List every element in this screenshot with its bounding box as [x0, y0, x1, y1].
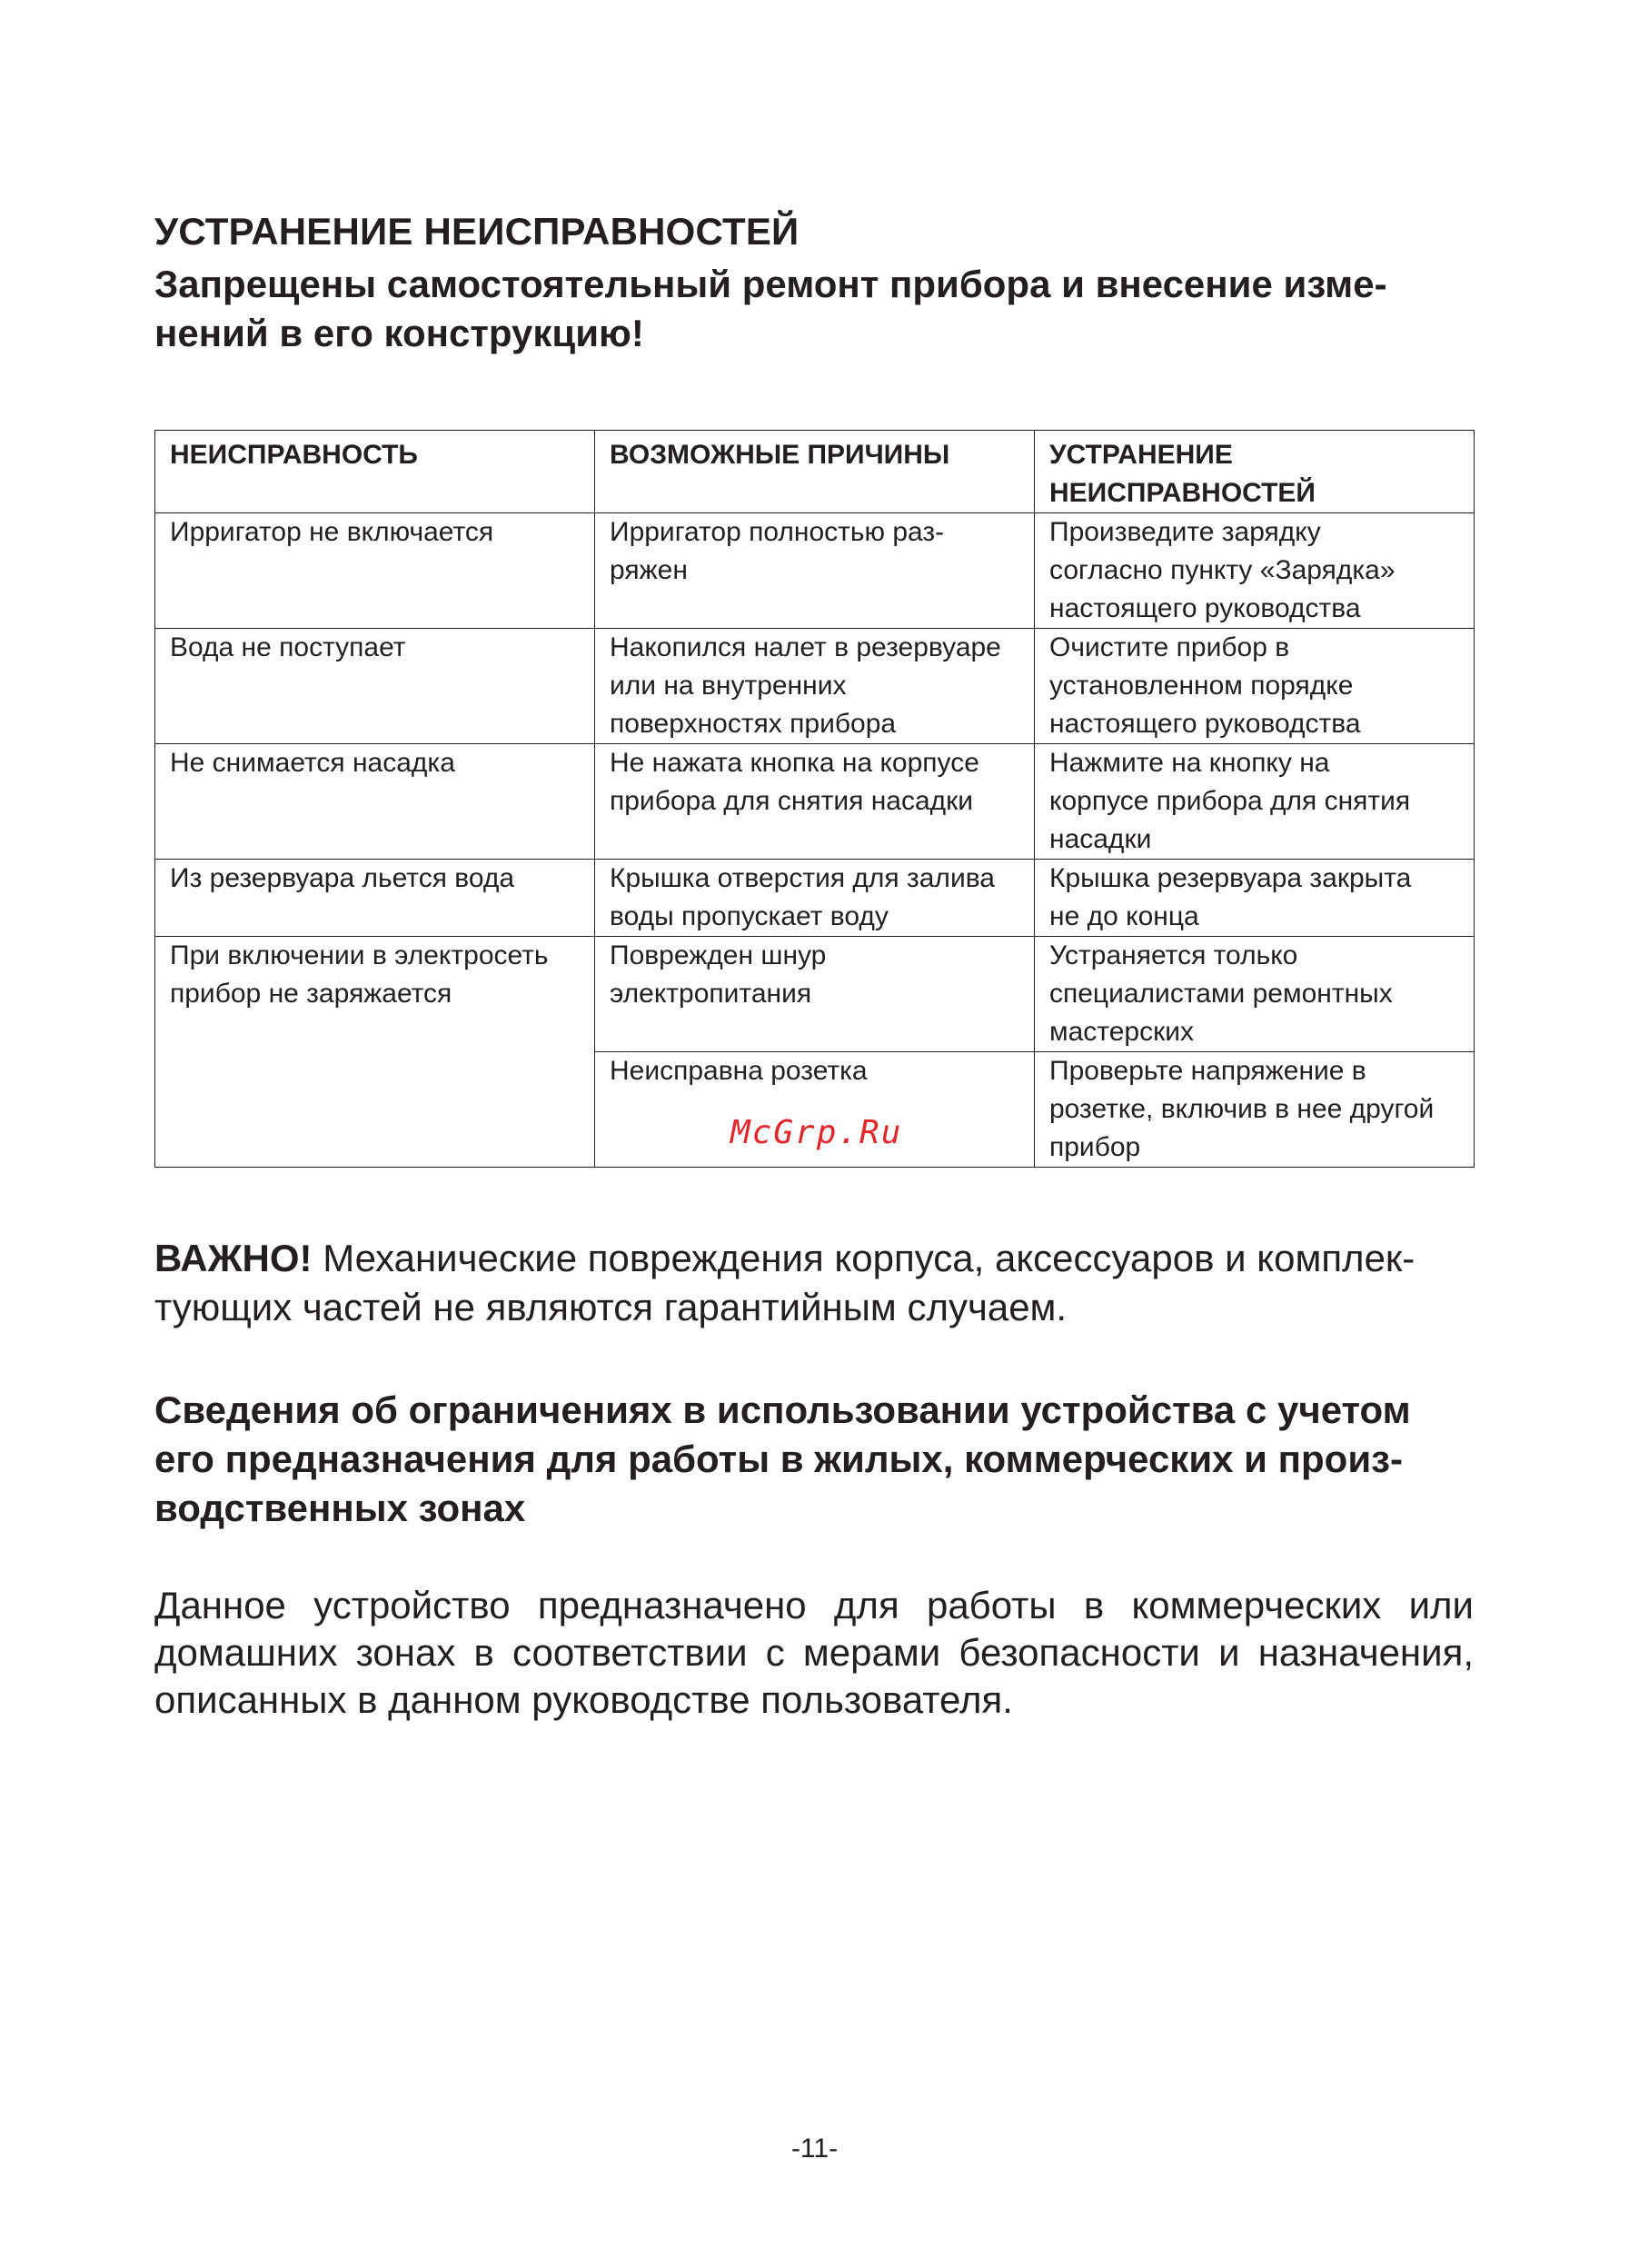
table-row	[155, 744, 1475, 860]
paragraph-line: домашних зонах в соответствии с мерами безопасности и назначения,	[154, 1631, 1474, 1674]
restrictions-heading-line: водственных зонах	[154, 1487, 526, 1529]
paragraph-line: Данное устройство предназначено для работы в коммерческих или	[154, 1584, 1474, 1626]
remedy-cell: Крышка резервуара закрыта не до конца	[1035, 860, 1475, 937]
remedy-cell: Нажмите на кнопку на корпусе прибора для снятия насадки	[1035, 744, 1475, 860]
restrictions-heading-line: его предназначения для работы в жилых, коммерческих и произ-	[154, 1437, 1404, 1480]
remedy-cell: Произведите зарядку согласно пункту «Зарядка» настоящего руководства	[1035, 513, 1475, 629]
troubleshooting-table	[154, 430, 1475, 1168]
table-row	[155, 629, 1475, 744]
paragraph-line: описанных в данном руководстве пользователя.	[154, 1678, 1013, 1721]
section-title: УСТРАНЕНИЕ НЕИСПРАВНОСТЕЙ	[154, 210, 800, 253]
header-fault: НЕИСПРАВНОСТЬ	[155, 431, 595, 513]
important-note-line: тующих частей не являются гарантийным случаем.	[154, 1286, 1068, 1328]
restrictions-heading	[154, 1386, 1481, 1533]
remedy-cell: Проверьте напряжение в розетке, включив в нее другой прибор	[1035, 1052, 1475, 1168]
repair-warning-line: нений в его конструкцию!	[154, 312, 644, 354]
important-note	[154, 1234, 1481, 1332]
cause-cell: Неисправна розетка	[595, 1052, 1035, 1168]
important-note-line	[154, 1234, 1481, 1283]
fault-cell: Не снимается насадка	[155, 744, 595, 860]
important-label: ВАЖНО!	[154, 1237, 313, 1279]
repair-warning-line: Запрещены самостоятельный ремонт прибора и внесение изме-	[154, 263, 1387, 305]
cause-cell: Ирригатор полностью раз- ряжен	[595, 513, 1035, 629]
header-remedy: УСТРАНЕНИЕ НЕИСПРАВНОСТЕЙ	[1035, 431, 1475, 513]
cause-cell: Накопился налет в резервуаре или на внутренних поверхностях прибора	[595, 629, 1035, 744]
restrictions-paragraph	[154, 1582, 1474, 1724]
fault-cell: При включении в электросеть прибор не заряжается	[155, 937, 595, 1168]
header-causes: ВОЗМОЖНЫЕ ПРИЧИНЫ	[595, 431, 1035, 513]
table-header-row	[155, 431, 1475, 513]
table-row	[155, 513, 1475, 629]
page-number: -11-	[790, 2134, 839, 2164]
restrictions-heading-line: Сведения об ограничениях в использовании устройства с учетом	[154, 1388, 1411, 1431]
table-row	[155, 860, 1475, 937]
cause-cell: Крышка отверстия для залива воды пропускает воду	[595, 860, 1035, 937]
repair-warning	[154, 260, 1472, 358]
important-text: Механические повреждения корпуса, аксессуаров и комплек-	[312, 1237, 1415, 1279]
remedy-cell: Очистите прибор в установленном порядке настоящего руководства	[1035, 629, 1475, 744]
fault-cell: Вода не поступает	[155, 629, 595, 744]
table-row	[155, 937, 1475, 1052]
fault-cell: Ирригатор не включается	[155, 513, 595, 629]
remedy-cell: Устраняется только специалистами ремонтных мастерских	[1035, 937, 1475, 1052]
cause-cell: Поврежден шнур электропитания	[595, 937, 1035, 1052]
fault-cell: Из резервуара льется вода	[155, 860, 595, 937]
cause-cell: Не нажата кнопка на корпусе прибора для снятия насадки	[595, 744, 1035, 860]
site-watermark: McGrp.Ru	[730, 1114, 903, 1151]
